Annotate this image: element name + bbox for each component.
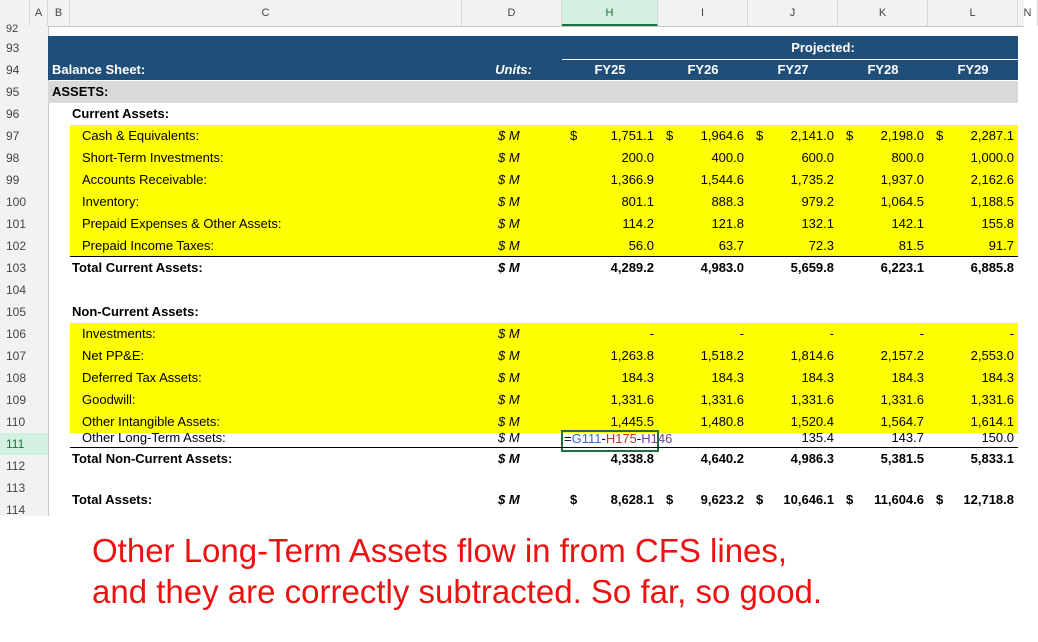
currency-sign: $ [570,492,578,507]
value-cell[interactable]: 5,381.5 [880,451,924,466]
noncurrent-assets-heading: Non-Current Assets: [72,304,199,319]
row-number[interactable]: 92 [6,23,19,35]
unit-cell: $ M [498,238,520,253]
currency-sign: $ [936,492,944,507]
row-label: Investments: [82,326,156,341]
unit-cell: $ M [498,172,520,187]
value-cell[interactable]: 142.1 [891,216,924,231]
currency-sign: $ [756,128,764,143]
row-number[interactable]: 101 [6,217,27,231]
value-cell[interactable]: 1,445.5 [610,414,654,429]
value-cell[interactable]: 1,964.6 [700,128,744,143]
currency-sign: $ [666,492,674,507]
total-noncurrent-assets [48,448,1018,470]
row-number[interactable]: 100 [6,195,27,209]
value-cell[interactable]: 135.4 [801,430,834,445]
row-number[interactable]: 106 [6,327,27,341]
value-cell[interactable]: 6,885.8 [970,260,1014,275]
unit-cell: $ M [498,414,520,429]
value-cell[interactable]: 72.3 [808,238,834,253]
year-header: FY27 [777,62,809,77]
value-cell[interactable]: 1,937.0 [880,172,924,187]
row-number[interactable]: 113 [6,481,26,495]
row-number[interactable]: 105 [6,305,27,319]
row-label: Short-Term Investments: [82,150,224,165]
value-cell[interactable]: 1,564.7 [880,414,924,429]
year-header: FY25 [594,62,626,77]
column-header-i[interactable]: I [658,0,748,26]
value-cell[interactable]: 1,520.4 [790,414,834,429]
value-cell[interactable]: 2,157.2 [880,348,924,363]
value-cell[interactable]: 600.0 [801,150,834,165]
caption-line-2: and they are correctly subtracted. So far, so good. [92,573,823,610]
value-cell[interactable]: 63.7 [718,238,744,253]
column-header-a[interactable]: A [30,0,48,26]
row-label: Other Intangible Assets: [82,414,221,429]
value-cell[interactable]: 184.3 [981,370,1014,385]
row-number[interactable]: 94 [6,63,20,77]
header-row-projected [48,37,1018,59]
value-cell[interactable]: 200.0 [621,150,654,165]
currency-sign: $ [666,128,674,143]
value-cell[interactable]: 81.5 [898,238,924,253]
value-cell[interactable]: 1,814.6 [790,348,834,363]
unit-cell: $ M [498,451,520,466]
unit-cell: $ M [498,216,520,231]
row-number[interactable]: 97 [6,129,20,143]
unit-cell: $ M [498,370,520,385]
value-cell[interactable]: 800.0 [891,150,924,165]
value-cell[interactable]: 6,223.1 [880,260,924,275]
row-number-selected[interactable]: 111 [0,433,48,455]
current-asset-row [48,235,1018,257]
value-cell[interactable]: 1,188.5 [970,194,1014,209]
value-cell[interactable]: 10,646.1 [783,492,834,507]
value-cell[interactable]: 5,833.1 [970,451,1014,466]
value-cell[interactable]: 2,198.0 [880,128,924,143]
row-label: Inventory: [82,194,140,209]
row-number[interactable]: 102 [6,239,27,253]
current-asset-row [48,213,1018,235]
currency-sign: $ [570,128,578,143]
column-header-n[interactable]: N [1018,0,1038,26]
unit-cell: $ M [498,260,520,275]
year-header: FY29 [957,62,989,77]
column-header-bar [0,0,1032,27]
value-cell[interactable]: 56.0 [628,238,654,253]
caption-line-1: Other Long-Term Assets flow in from CFS lines, [92,532,788,569]
value-cell[interactable]: 1,000.0 [970,150,1014,165]
balance-sheet-title: Balance Sheet: [52,62,146,77]
projected-label: Projected: [791,40,855,55]
value-cell[interactable]: - [739,326,744,341]
value-cell[interactable]: 2,162.6 [970,172,1014,187]
noncurrent-heading-row [48,301,1018,323]
row-number[interactable]: 114 [6,503,26,517]
value-cell[interactable]: 5,659.8 [790,260,834,275]
value-cell[interactable]: 4,983.0 [700,260,744,275]
noncurrent-asset-row [48,367,1018,389]
value-cell[interactable]: 91.7 [988,238,1014,253]
unit-cell: $ M [498,430,520,445]
value-cell[interactable]: 1,331.6 [700,392,744,407]
value-cell[interactable]: 801.1 [621,194,654,209]
value-cell[interactable]: 121.8 [711,216,744,231]
other-long-term-assets [48,427,1018,449]
year-header: FY28 [867,62,899,77]
value-cell[interactable]: 8,628.1 [610,492,654,507]
row-number[interactable]: 107 [6,349,27,363]
value-cell[interactable]: 4,640.2 [700,451,744,466]
row-number[interactable]: 93 [6,41,20,55]
value-cell[interactable]: - [919,326,924,341]
value-cell[interactable]: - [649,326,654,341]
unit-cell: $ M [498,326,520,341]
unit-cell: $ M [498,392,520,407]
row-label: Total Current Assets: [72,260,203,275]
value-cell[interactable]: 1,480.8 [700,414,744,429]
row-number[interactable]: 112 [6,459,26,473]
currency-sign: $ [846,128,854,143]
value-cell[interactable]: 12,718.8 [963,492,1014,507]
value-cell[interactable]: 1,331.6 [880,392,924,407]
value-cell[interactable]: 114.2 [622,216,654,231]
value-cell[interactable]: 1,331.6 [790,392,834,407]
current-asset-row [48,147,1018,169]
column-header-k[interactable]: K [838,0,928,26]
currency-sign: $ [936,128,944,143]
value-cell[interactable]: 888.3 [711,194,744,209]
row-number[interactable]: 98 [6,151,20,165]
current-asset-row [48,191,1018,213]
noncurrent-asset-row [48,323,1018,345]
value-cell[interactable]: 4,289.2 [610,260,654,275]
value-cell[interactable]: 1,614.1 [970,414,1014,429]
value-cell[interactable]: 143.7 [891,430,924,445]
unit-cell: $ M [498,492,520,507]
value-cell[interactable]: 184.3 [711,370,744,385]
row-number[interactable]: 109 [6,393,27,407]
assets-label: ASSETS: [52,84,109,99]
unit-cell: $ M [498,348,520,363]
value-cell[interactable]: 132.1 [801,216,834,231]
total-assets [48,489,1018,511]
noncurrent-asset-row [48,389,1018,411]
currency-sign: $ [756,492,764,507]
row-number[interactable]: 96 [6,107,20,121]
row-number[interactable]: 103 [6,261,27,275]
value-cell[interactable]: - [1009,326,1014,341]
row-number[interactable]: 95 [6,85,20,99]
row-label: Net PP&E: [82,348,145,363]
value-cell[interactable]: - [829,326,834,341]
row-number[interactable]: 99 [6,173,20,187]
formula-in-cell[interactable]: =G111-H175-H146 [564,431,673,446]
value-cell[interactable]: 1,366.9 [610,172,654,187]
assets-section-row [48,81,1018,103]
current-asset-row [48,125,1018,147]
value-cell[interactable]: 184.3 [891,370,924,385]
units-header: Units: [495,62,532,77]
row-label: Prepaid Expenses & Other Assets: [82,216,282,231]
row-number[interactable]: 110 [6,415,26,429]
row-number[interactable]: 108 [6,371,27,385]
value-cell[interactable]: 4,986.3 [790,451,834,466]
unit-cell: $ M [498,128,520,143]
current-assets-heading: Current Assets: [72,106,170,121]
value-cell[interactable]: 150.0 [981,430,1014,445]
value-cell[interactable]: 1,064.5 [880,194,924,209]
row-label: Cash & Equivalents: [82,128,200,143]
row-label: Total Non-Current Assets: [72,451,233,466]
value-cell[interactable]: 1,263.8 [610,348,654,363]
unit-cell: $ M [498,150,520,165]
caption [92,530,992,612]
unit-cell: $ M [498,194,520,209]
column-header-c[interactable]: C [70,0,462,26]
value-cell[interactable]: 979.2 [801,194,834,209]
row-label: Total Assets: [72,492,153,507]
current-asset-row [48,169,1018,191]
value-cell[interactable]: 1,735.2 [790,172,834,187]
value-cell[interactable]: 155.8 [981,216,1014,231]
row-label: Prepaid Income Taxes: [82,238,214,253]
current-assets-heading-row [48,103,1018,125]
column-header-l[interactable]: L [928,0,1018,26]
value-cell[interactable]: 400.0 [711,150,744,165]
total-current-assets [48,257,1018,279]
value-cell[interactable]: 2,287.1 [970,128,1014,143]
column-header-b[interactable]: B [48,0,70,26]
column-header-h[interactable]: H [562,0,658,26]
value-cell[interactable]: 1,331.6 [610,392,654,407]
column-header-j[interactable]: J [748,0,838,26]
value-cell[interactable]: 184.3 [801,370,834,385]
value-cell[interactable]: 1,751.1 [610,128,654,143]
column-header-d[interactable]: D [462,0,562,26]
value-cell[interactable]: 184.3 [621,370,654,385]
value-cell[interactable]: 1,331.6 [970,392,1014,407]
noncurrent-asset-row [48,345,1018,367]
currency-sign: $ [846,492,854,507]
value-cell[interactable]: 2,553.0 [970,348,1014,363]
value-cell[interactable]: 4,338.8 [610,451,654,466]
header-row-years [48,59,1018,81]
row-label: Accounts Receivable: [82,172,208,187]
row-label: Goodwill: [82,392,136,407]
value-cell[interactable]: 1,544.6 [700,172,744,187]
row-label: Other Long-Term Assets: [82,430,226,445]
value-cell[interactable]: 2,141.0 [790,128,834,143]
year-header: FY26 [687,62,719,77]
row-number[interactable]: 104 [6,283,27,297]
value-cell[interactable]: 1,518.2 [700,348,744,363]
row-label: Deferred Tax Assets: [82,370,202,385]
value-cell[interactable]: 9,623.2 [700,492,744,507]
value-cell[interactable]: 11,604.6 [874,492,924,507]
